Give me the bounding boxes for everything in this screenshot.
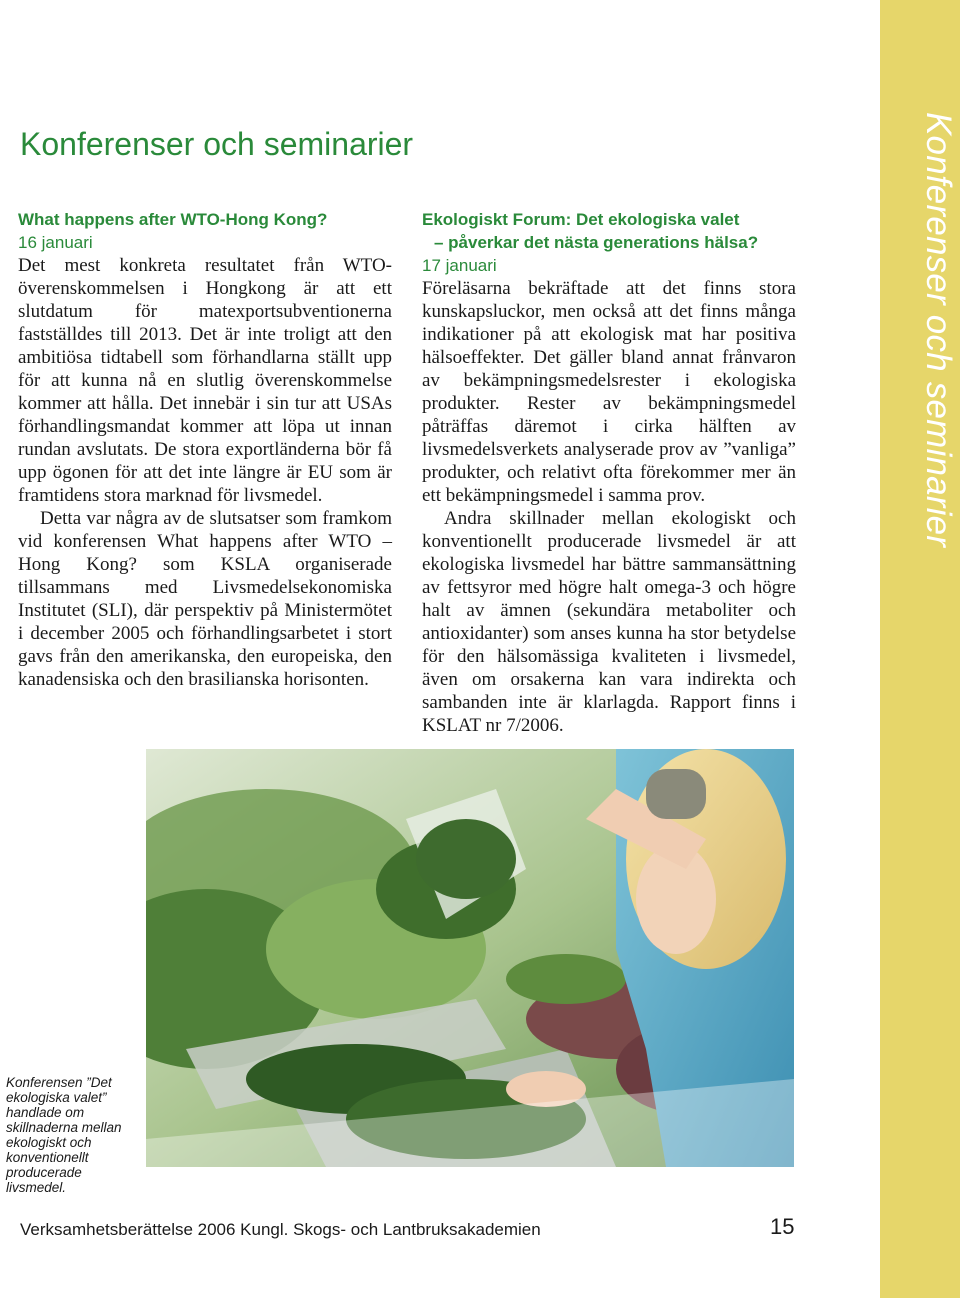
salad-bar-illustration bbox=[146, 749, 794, 1167]
article-forum-heading-line1: Ekologiskt Forum: Det ekologiska valet bbox=[422, 210, 740, 229]
page-number: 15 bbox=[770, 1214, 795, 1239]
article-forum-heading-line2: – påverkar det nästa generations hälsa? bbox=[434, 233, 759, 252]
article-wto-date: 16 januari bbox=[18, 233, 93, 252]
footer-text: Verksamhetsberättelse 2006 Kungl. Skogs- och Lantbruksakademien bbox=[20, 1220, 541, 1239]
article-wto-paragraph-2: Detta var några av de slutsatser som framkom vid konferensen What happens after WTO – Hong Kong? som KSLA organiserade tillsammans med Livsmedelsekonomiska Institutet (SLI), där perspektiv på Ministermötet i december 2005 och förhandlingsarbetet i stort gavs från den amerikanska, den europeiska, den kanadensiska och den brasilianska horisonten. bbox=[18, 508, 392, 690]
article-forum-paragraph-1: Föreläsarna bekräftade att det finns stora kunskapsluckor, men också att det finns många indikationer på att ekologisk mat har positiva hälsoeffekter. Det gäller bland annat frånvaron av bekämpningsmedelsrester i ekologiska produkter. Rester av bekämpningsmedel påträffas däremot i cirka hälften av livsmedelsverkets analyserade prov av ”vanliga” produkter, och relativt ofta förekommer mer än ett bekämpningsmedel i samma prov. bbox=[422, 278, 796, 506]
article-wto-paragraph-1: Det mest konkreta resultatet från WTO-överenskommelsen i Hongkong är att ett slutdatum för matexportsubventionerna fastställdes till 2013. Det är inte troligt att den ambitiösa tidtabell som förhandlarna ställt upp för att kunna nå en slutlig överenskommelse kommer att hålla. Det innebär i sin tur att USAs förhandlingsmandat kommer att löpa ut innan rundan avslutats. De stora exportländerna bör få upp ögonen för att det inte längre är EU som är framtidens stora marknad för livsmedel. bbox=[18, 255, 392, 506]
photo-caption: Konferensen ”Det ekologiska valet” handlade om skillnaderna mellan ekologiskt och konventionellt producerade livsmedel. bbox=[6, 1075, 122, 1195]
article-wto bbox=[18, 208, 392, 691]
article-forum-paragraph-2: Andra skillnader mellan ekologiskt och konventionellt producerade livsmedel är att ekologiska livsmedel har bättre sammansättning av fettsyror med högre halt omega-3 och högre halt av ämnen (sekundära metaboliter och antioxidanter) som anses kunna ha stor betydelse för den hälsomässiga kvaliteten i livsmedel, även om orsakerna kan vara indirekta och sambanden inte är klarlagda. Rapport finns i KSLAT nr 7/2006. bbox=[422, 508, 796, 736]
article-wto-heading: What happens after WTO-Hong Kong? bbox=[18, 210, 328, 229]
sidebar-label: Konferenser och seminarier bbox=[919, 112, 958, 548]
article-forum-date: 17 januari bbox=[422, 256, 497, 275]
sidebar-label-container bbox=[880, 0, 960, 1298]
article-ekologiskt-forum bbox=[422, 208, 796, 737]
page-title: Konferenser och seminarier bbox=[20, 126, 414, 162]
salad-bar-photo bbox=[146, 749, 794, 1167]
